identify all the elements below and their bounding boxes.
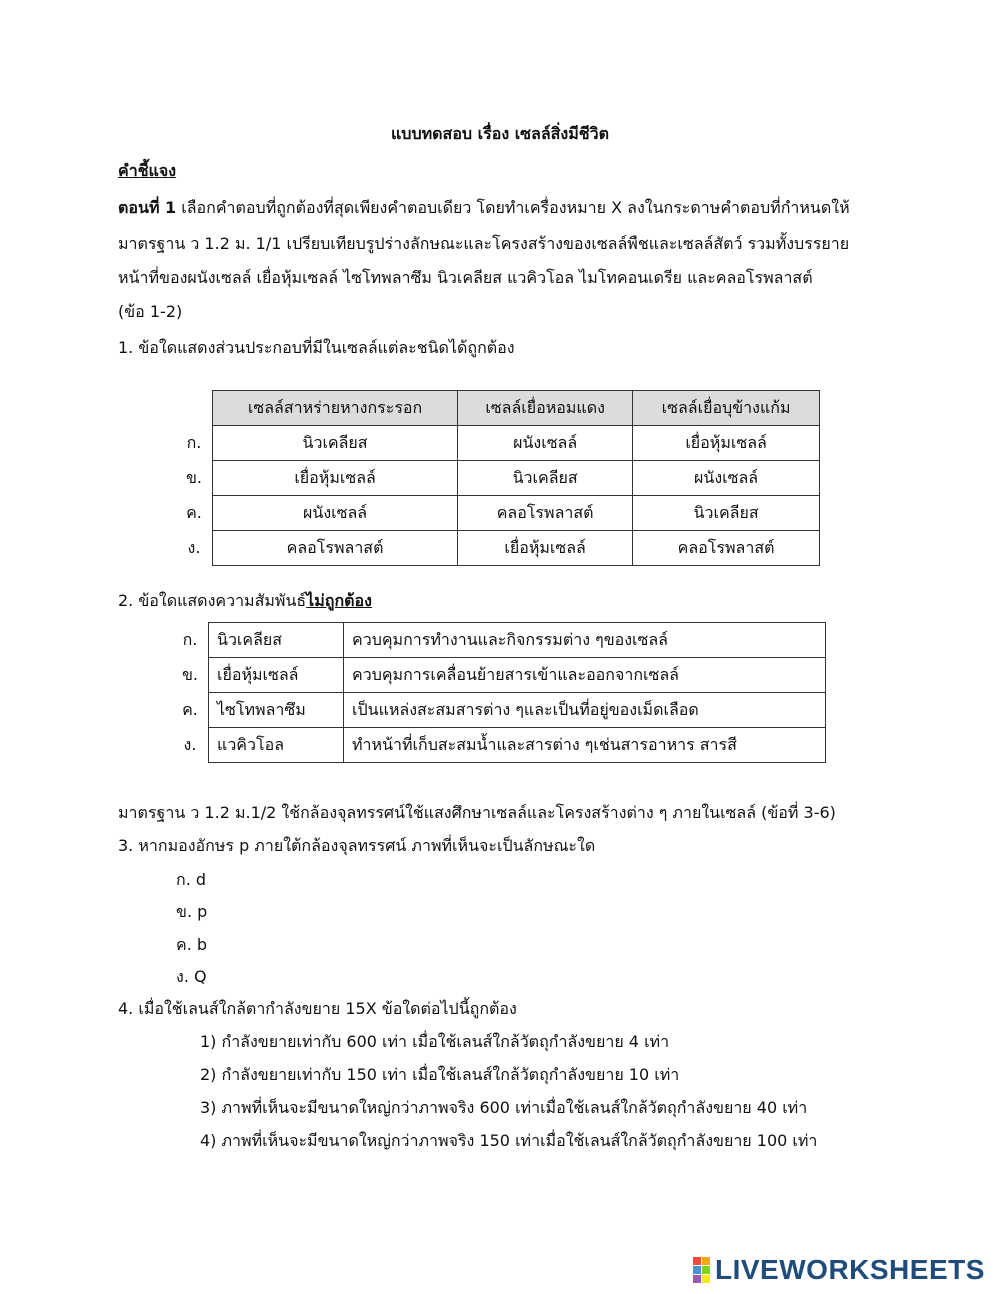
- choice-label: ค.: [186, 502, 202, 522]
- table-cell: คลอโรพลาสต์: [633, 531, 820, 566]
- table-cell: เยื่อหุ้มเซลล์: [458, 531, 633, 566]
- table-row: [176, 461, 820, 496]
- standard2: มาตรฐาน ว 1.2 ม.1/2 ใช้กล้องจุลทรรศน์ใช้แสงศึกษาเซลล์และโครงสร้างต่าง ๆ ภายในเซลล์ (ข้อที่ 3-6): [118, 803, 836, 822]
- table-cell: นิวเคลียส: [633, 496, 820, 531]
- choice-label: ข.: [185, 467, 203, 487]
- table-cell: ผนังเซลล์: [633, 461, 820, 496]
- standard1-line2: หน้าที่ของผนังเซลล์ เยื่อหุ้มเซลล์ ไซโทพลาซึม นิวเคลียส แวคิวโอล ไมโทคอนเดรีย และคลอโรพลาสต์: [118, 268, 813, 287]
- q3-option: ข. p: [176, 902, 208, 921]
- term-cell: เยื่อหุ้มเซลล์: [209, 658, 344, 693]
- description-cell: ควบคุมการเคลื่อนย้ายสารเข้าและออกจากเซลล์: [344, 658, 826, 693]
- table-row: [176, 531, 820, 566]
- q4-option: 1) กำลังขยายเท่ากับ 600 เท่า เมื่อใช้เลนส์ใกล้วัตถุกำลังขยาย 4 เท่า: [200, 1032, 670, 1051]
- term-cell: นิวเคลียส: [209, 623, 344, 658]
- part1-label: ตอนที่ 1: [118, 198, 177, 217]
- q4-option: 2) กำลังขยายเท่ากับ 150 เท่า เมื่อใช้เลนส์ใกล้วัตถุกำลังขยาย 10 เท่า: [200, 1065, 680, 1084]
- logo-block: [702, 1257, 710, 1265]
- table-row: [172, 728, 826, 763]
- choice-label: ค.: [182, 699, 198, 719]
- q4-option: 4) ภาพที่เห็นจะมีขนาดใหญ่กว่าภาพจริง 150 เท่าเมื่อใช้เลนส์ใกล้วัตถุกำลังขยาย 100 เท่า: [200, 1131, 818, 1150]
- question-2-table: [172, 622, 826, 763]
- header-cell: เซลล์เยื่อหอมแดง: [458, 391, 633, 426]
- standard1-line3: (ข้อ 1-2): [118, 302, 183, 321]
- part1-instruction: [118, 197, 850, 219]
- question-3: 3. หากมองอักษร p ภายใต้กล้องจุลทรรศน์ ภาพที่เห็นจะเป็นลักษณะใด: [118, 836, 596, 855]
- q4-option: 3) ภาพที่เห็นจะมีขนาดใหญ่กว่าภาพจริง 600 เท่าเมื่อใช้เลนส์ใกล้วัตถุกำลังขยาย 40 เท่า: [200, 1098, 808, 1117]
- liveworksheets-logo[interactable]: [693, 1255, 985, 1285]
- question-2: [118, 590, 372, 612]
- table-row: [172, 658, 826, 693]
- table-row: [176, 496, 820, 531]
- question-1: 1. ข้อใดแสดงส่วนประกอบที่มีในเซลล์แต่ละชนิดได้ถูกต้อง: [118, 338, 515, 357]
- table-cell: ผนังเซลล์: [213, 496, 458, 531]
- table-cell: นิวเคลียส: [213, 426, 458, 461]
- logo-block: [702, 1275, 710, 1283]
- table-row: [172, 693, 826, 728]
- header-cell: เซลล์เยื่อบุข้างแก้ม: [633, 391, 820, 426]
- logo-block: [702, 1266, 710, 1274]
- q3-option: ค. b: [176, 935, 208, 954]
- table-cell: คลอโรพลาสต์: [213, 531, 458, 566]
- table-header-row: [176, 391, 820, 426]
- description-cell: ทำหน้าที่เก็บสะสมน้ำและสารต่าง ๆเช่นสารอาหาร สารสี: [344, 728, 826, 763]
- question-2-prefix: 2. ข้อใดแสดงความสัมพันธ์: [118, 591, 307, 610]
- question-2-emphasis: ไม่ถูกต้อง: [306, 591, 372, 610]
- logo-block: [693, 1257, 701, 1265]
- instruction-heading: คำชี้แจง: [118, 161, 177, 180]
- logo-block: [693, 1266, 701, 1274]
- description-cell: ควบคุมการทำงานและกิจกรรมต่าง ๆของเซลล์: [344, 623, 826, 658]
- header-spacer: [176, 391, 213, 426]
- q3-option: ก. d: [176, 870, 207, 889]
- page-title: แบบทดสอบ เรื่อง เซลล์สิ่งมีชีวิต: [390, 124, 609, 143]
- choice-label: ง.: [187, 537, 201, 557]
- description-cell: เป็นแหล่งสะสมสารต่าง ๆและเป็นที่อยู่ของเม็ดเลือด: [344, 693, 826, 728]
- choice-label: ง.: [183, 734, 197, 754]
- choice-label: ก.: [186, 432, 202, 452]
- table-row: [176, 426, 820, 461]
- table-cell: คลอโรพลาสต์: [458, 496, 633, 531]
- logo-block: [693, 1275, 701, 1283]
- table-cell: เยื่อหุ้มเซลล์: [213, 461, 458, 496]
- header-cell: เซลล์สาหร่ายหางกระรอก: [213, 391, 458, 426]
- choice-label: ข.: [181, 664, 199, 684]
- table-cell: ผนังเซลล์: [458, 426, 633, 461]
- logo-text: LIVEWORKSHEETS: [715, 1254, 985, 1285]
- logo-mark-icon: [693, 1257, 710, 1283]
- standard1-line1: มาตรฐาน ว 1.2 ม. 1/1 เปรียบเทียบรูปร่างลักษณะและโครงสร้างของเซลล์พืชและเซลล์สัตว์ รวมทั้งบรรยาย: [118, 234, 850, 253]
- part1-text: เลือกคำตอบที่ถูกต้องที่สุดเพียงคำตอบเดียว โดยทำเครื่องหมาย X ลงในกระดาษคำตอบที่กำหนดให้: [181, 198, 850, 217]
- table-cell: เยื่อหุ้มเซลล์: [633, 426, 820, 461]
- table-cell: นิวเคลียส: [458, 461, 633, 496]
- q3-option: ง. Q: [176, 967, 207, 986]
- term-cell: ไซโทพลาซึม: [209, 693, 344, 728]
- table-row: [172, 623, 826, 658]
- term-cell: แวคิวโอล: [209, 728, 344, 763]
- question-4: 4. เมื่อใช้เลนส์ใกล้ตากำลังขยาย 15X ข้อใดต่อไปนี้ถูกต้อง: [118, 999, 517, 1018]
- question-1-table: [176, 390, 820, 566]
- choice-label: ก.: [182, 629, 198, 649]
